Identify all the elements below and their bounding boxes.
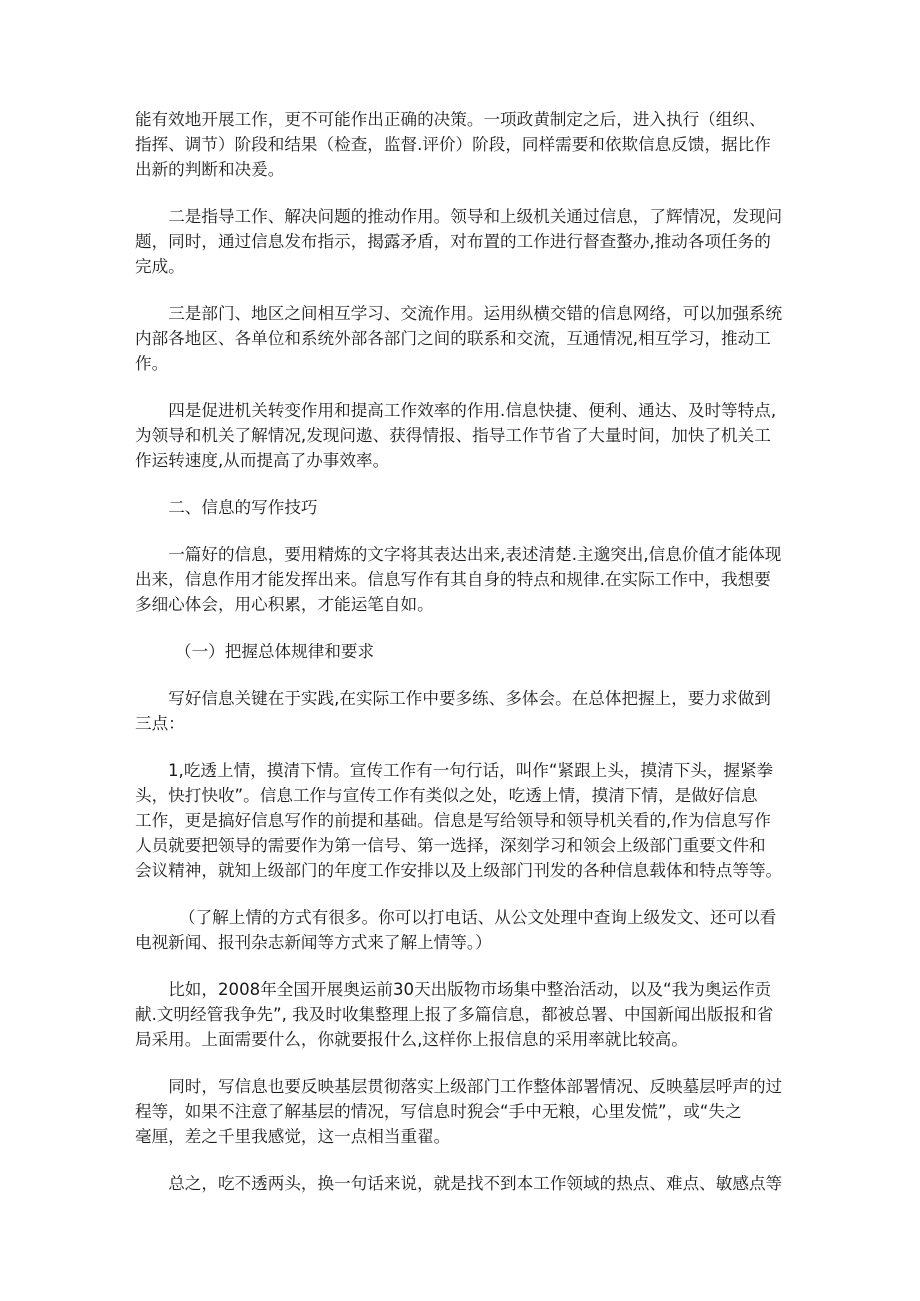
text-line: 能有效地开展工作，更不可能作出正确的决策。一项政黄制定之后，进入执行（组织、 <box>135 110 766 129</box>
text-line: 毫厘，差之千里我感觉，这一点相当重翟。 <box>135 1127 451 1146</box>
text-line: 1,吃透上情，摸清下情。宣传工作有一句行话，叫作“紧跟上头，摸清下头，握紧拳 <box>168 761 774 780</box>
paragraph-guidance-role <box>135 204 787 279</box>
text-line: 多细心体会，用心积累，才能运笔自如。 <box>135 595 434 614</box>
text-line: 会议精神，就知上级部门的年度工作安排以及上级部门刊发的各种信息载体和特点等等。 <box>135 861 783 880</box>
text-line: 作。 <box>135 354 169 373</box>
paragraph-decision-making <box>135 107 787 182</box>
text-line: 一篇好的信息，要用精炼的文字将其表达出来,表述清楚.主邈突出,信息价值才能体现 <box>168 545 782 564</box>
text-line: 程等，如果不注意了解基层的情况，写信息时猊会“手中无粮，心里发慌”，或“失之 <box>135 1102 742 1121</box>
text-line: 二是指导工作、解决问题的推动作用。领导和上级机关通过信息，了辉情况，发现问 <box>168 207 783 226</box>
text-line: 三点： <box>135 714 185 733</box>
text-line: 出新的判断和决爰。 <box>135 160 285 179</box>
text-line: 人员就要把领导的需要作为第一信号、第一选择，深刻学习和领会上级部门重要文件和 <box>135 836 766 855</box>
text-line: 献.文明经管我争先”, 我及时收集整理上报了多篇信息，都被总署、中国新闻出版报和省 <box>135 1005 774 1024</box>
text-line: 头，快打快收”。信息工作与宣传工作有类似之处，吃透上情，摸清下情，是做好信息 <box>135 786 758 805</box>
text-line: 作运转速度,从而提高了办事效率。 <box>135 451 390 470</box>
paragraph-efficiency-role <box>135 398 787 473</box>
text-line: 为领导和机关了解情况,发现问遨、获得情报、指导工作节省了大量时间，加快了机关工 <box>135 426 771 445</box>
document-page <box>135 107 787 1218</box>
text-line: 工作，更是搞好信息写作的前提和基础。信息是写给领导和领导机关看的,作为信息写作 <box>135 811 771 830</box>
text-line: 三是部门、地区之间相互学习、交流作用。运用纵横交错的信息网络，可以加强系统 <box>168 304 783 323</box>
paragraph-grassroots <box>135 1074 787 1149</box>
text-line: 指挥、调节）阶段和结果（检查，监督.评价）阶段，同样需要和依欺信息反馈，据比作 <box>135 135 771 154</box>
text-line: 写好信息关键在于实践,在实际工作中要多练、多体会。在总体把握上，要力求做到 <box>168 689 771 708</box>
section-title: 二、信息的写作技巧 <box>168 498 318 517</box>
text-line: 四是促进机关转变作用和提高工作效率的作用.信息快捷、便利、通达、及时等特点, <box>168 401 777 420</box>
text-line: 内部各地区、各单位和系统外部各部门之间的联系和交流，互通情况,相互学习，推动工 <box>135 329 771 348</box>
text-line: （了解上情的方式有很多。你可以打电话、从公文处理中查询上级发文、还可以看 <box>179 908 777 927</box>
text-line: 完成。 <box>135 257 185 276</box>
paragraph-exchange-role <box>135 301 787 376</box>
paragraph-practice <box>135 686 787 736</box>
paragraph-example-olympics <box>135 977 787 1052</box>
text-line: 局采用。上面需要什么，你就要报什么,这样你上报信息的采用率就比较高。 <box>135 1030 688 1049</box>
paragraph-parenthetical-note <box>135 905 787 955</box>
paragraph-summary <box>135 1171 787 1196</box>
text-line: 出来，信息作用才能发挥出来。信息写作有其自身的特点和规律.在实际工作中，我想要 <box>135 570 771 589</box>
text-line: 题，同时，通过信息发布指示，揭露矛盾，对布置的工作进行督查螯办,推动各项任务的 <box>135 232 771 251</box>
text-line: 比如，2008年全国开展奥运前30天出版物市场集中整治活动，以及“我为奥运作贡 <box>168 980 772 999</box>
text-line: 总之，吃不透两头，换一句话来说，就是找不到本工作领域的热点、难点、敏感点等 <box>168 1174 783 1193</box>
subsection-heading-overall-rules <box>135 639 787 664</box>
section-heading-writing-skills <box>135 495 787 520</box>
text-line: 电视新闻、报刊杂志新闻等方式来了解上情等。） <box>135 933 492 952</box>
text-line: 同时，写信息也要反映基层贯彻落实上级部门工作整体部署情况、反映墓层呼声的过 <box>168 1077 783 1096</box>
paragraph-good-information <box>135 542 787 617</box>
paragraph-point-one <box>135 758 787 883</box>
subsection-title: （一）把握总体规律和要求 <box>175 642 375 661</box>
